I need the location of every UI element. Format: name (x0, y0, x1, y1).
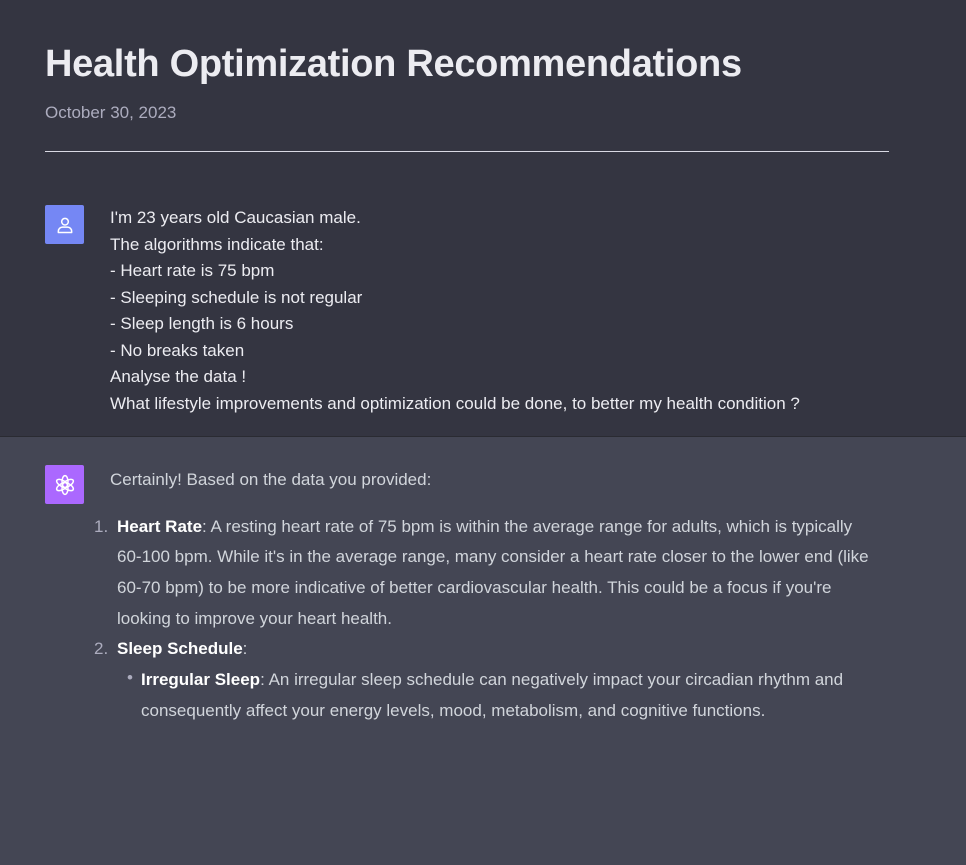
openai-logo-icon (53, 473, 77, 497)
assistant-message-text (94, 465, 870, 865)
user-message-line: What lifestyle improvements and optimization could be done, to better my health condition ? (110, 393, 800, 413)
sub-list-item (127, 665, 870, 726)
user-message-line: - Sleeping schedule is not regular (110, 287, 363, 307)
user-avatar (45, 205, 84, 244)
user-message-line: - No breaks taken (110, 340, 245, 360)
bullet-icon: • (127, 668, 133, 688)
user-message-line: - Sleep length is 6 hours (110, 314, 294, 333)
list-item-title: Sleep Schedule (117, 639, 243, 659)
user-icon (55, 215, 75, 235)
sub-list-item-text: : An irregular sleep schedule can negatively impact your circadian rhythm and consequently affect your energy levels, mood, metabolism, and cognitive functions. (141, 670, 844, 720)
recommendation-list (90, 512, 870, 727)
conversation-date: October 30, 2023 (45, 103, 177, 122)
sub-list (117, 665, 870, 726)
page-title: Health Optimization Recommendations (45, 43, 742, 85)
user-message-line: Analyse the data ! (110, 367, 247, 386)
user-message (0, 152, 966, 437)
user-message-text (110, 205, 870, 417)
list-item-number: 1. (94, 516, 109, 536)
assistant-message (0, 437, 966, 865)
list-item (94, 634, 870, 726)
assistant-intro: Certainly! Based on the data you provided: (110, 470, 432, 489)
list-item (94, 512, 870, 635)
user-message-line: The algorithms indicate that: (110, 234, 324, 254)
list-item-text: : (242, 639, 248, 659)
conversation-header (0, 0, 889, 152)
list-item-text: : A resting heart rate of 75 bpm is within the average range for adults, which is typically 60-100 bpm. While it's in the average range, many consider a heart rate closer to the lower end (like 60-70 bpm) to be more indicative of better cardiovascular health. This could be a focus if you're looking to improve your heart health. (117, 516, 869, 628)
list-item-number: 2. (94, 639, 109, 659)
list-item-title: Heart Rate (117, 516, 203, 536)
sub-list-item-title: Irregular Sleep (141, 670, 261, 690)
user-message-line: I'm 23 years old Caucasian male. (110, 208, 361, 227)
assistant-avatar (45, 465, 84, 504)
user-message-line: - Heart rate is 75 bpm (110, 261, 275, 280)
